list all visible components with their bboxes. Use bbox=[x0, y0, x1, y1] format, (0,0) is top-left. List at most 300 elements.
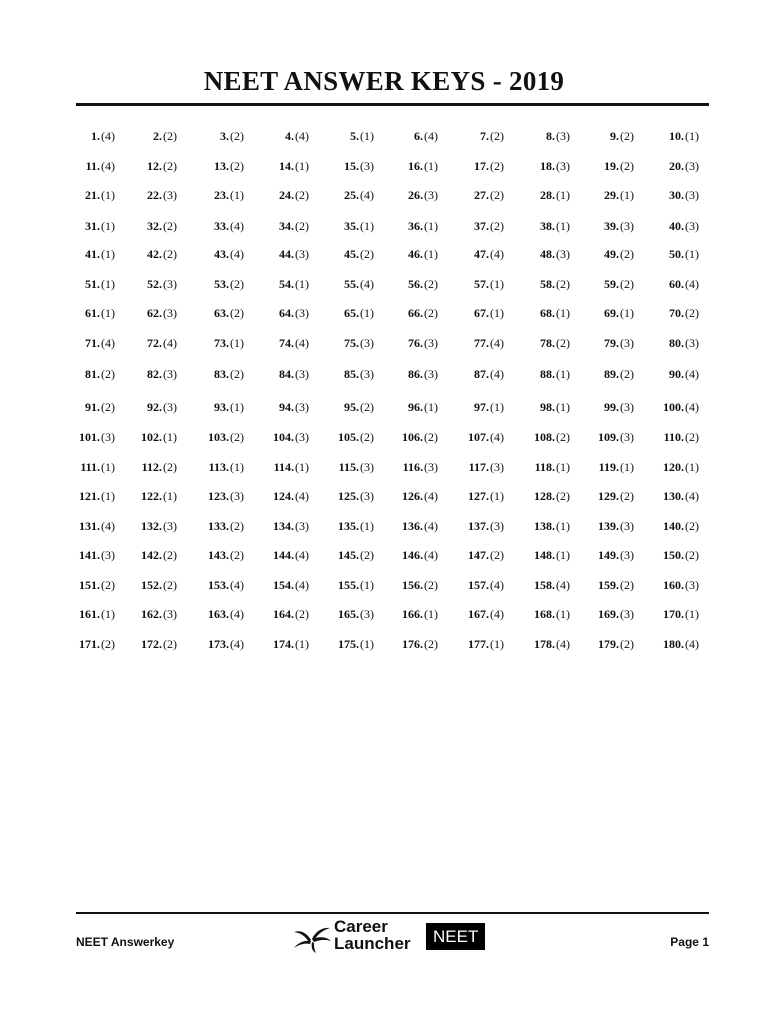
answer-cell bbox=[147, 216, 177, 236]
question-number: 107. bbox=[468, 430, 489, 444]
answer-cell bbox=[546, 126, 570, 146]
answer-option: (2) bbox=[556, 489, 570, 503]
answer-option: (2) bbox=[424, 637, 438, 651]
answer-cell bbox=[540, 244, 570, 264]
question-number: 56. bbox=[408, 277, 423, 291]
question-number: 140. bbox=[663, 519, 684, 533]
answer-option: (2) bbox=[295, 188, 309, 202]
answer-option: (4) bbox=[685, 637, 699, 651]
question-number: 62. bbox=[147, 306, 162, 320]
question-number: 165. bbox=[338, 607, 359, 621]
answer-option: (3) bbox=[556, 159, 570, 173]
question-number: 17. bbox=[474, 159, 489, 173]
answer-cell bbox=[350, 126, 374, 146]
answer-option: (2) bbox=[101, 367, 115, 381]
answer-option: (3) bbox=[685, 219, 699, 233]
question-number: 25. bbox=[344, 188, 359, 202]
answer-option: (1) bbox=[230, 188, 244, 202]
answer-option: (4) bbox=[360, 277, 374, 291]
answer-option: (1) bbox=[490, 489, 504, 503]
answer-option: (1) bbox=[556, 306, 570, 320]
answer-option: (2) bbox=[490, 188, 504, 202]
question-number: 66. bbox=[408, 306, 423, 320]
question-number: 162. bbox=[141, 607, 162, 621]
answer-cell bbox=[408, 364, 438, 384]
question-number: 90. bbox=[669, 367, 684, 381]
answer-option: (2) bbox=[685, 306, 699, 320]
question-number: 46. bbox=[408, 247, 423, 261]
answer-cell bbox=[604, 364, 634, 384]
answer-cell bbox=[273, 486, 309, 506]
question-number: 74. bbox=[279, 336, 294, 350]
question-number: 47. bbox=[474, 247, 489, 261]
answer-option: (2) bbox=[424, 430, 438, 444]
answer-option: (3) bbox=[685, 159, 699, 173]
answer-option: (2) bbox=[490, 129, 504, 143]
question-number: 65. bbox=[344, 306, 359, 320]
answer-cell bbox=[344, 397, 374, 417]
answer-option: (1) bbox=[163, 489, 177, 503]
answer-cell bbox=[663, 516, 699, 536]
question-number: 129. bbox=[598, 489, 619, 503]
answer-cell bbox=[208, 545, 244, 565]
question-number: 85. bbox=[344, 367, 359, 381]
answer-option: (4) bbox=[230, 637, 244, 651]
answer-option: (3) bbox=[424, 336, 438, 350]
question-number: 121. bbox=[79, 489, 100, 503]
question-number: 166. bbox=[402, 607, 423, 621]
answer-cell bbox=[285, 126, 309, 146]
question-number: 70. bbox=[669, 306, 684, 320]
answer-option: (2) bbox=[490, 219, 504, 233]
answer-option: (1) bbox=[360, 578, 374, 592]
answer-cell bbox=[663, 604, 699, 624]
answer-option: (3) bbox=[620, 400, 634, 414]
question-number: 117. bbox=[468, 460, 489, 474]
answer-cell bbox=[339, 457, 374, 477]
question-number: 158. bbox=[534, 578, 555, 592]
question-number: 174. bbox=[273, 637, 294, 651]
answer-cell bbox=[604, 185, 634, 205]
answer-option: (4) bbox=[490, 578, 504, 592]
answer-cell bbox=[474, 185, 504, 205]
answer-cell bbox=[598, 486, 634, 506]
answer-option: (1) bbox=[556, 188, 570, 202]
answer-option: (3) bbox=[163, 306, 177, 320]
answer-row bbox=[76, 185, 709, 205]
answer-option: (4) bbox=[685, 367, 699, 381]
answer-cell bbox=[85, 303, 115, 323]
question-number: 57. bbox=[474, 277, 489, 291]
question-number: 21. bbox=[85, 188, 100, 202]
answer-option: (4) bbox=[424, 489, 438, 503]
answer-cell bbox=[598, 427, 634, 447]
answer-cell bbox=[79, 486, 115, 506]
question-number: 161. bbox=[79, 607, 100, 621]
answer-cell bbox=[147, 274, 177, 294]
question-number: 128. bbox=[534, 489, 555, 503]
question-number: 115. bbox=[338, 460, 359, 474]
answer-option: (1) bbox=[556, 519, 570, 533]
question-number: 72. bbox=[147, 336, 162, 350]
answer-cell bbox=[79, 634, 115, 654]
answer-row bbox=[76, 604, 709, 624]
question-number: 7. bbox=[480, 129, 489, 143]
answer-cell bbox=[474, 244, 504, 264]
page-number: Page 1 bbox=[670, 935, 709, 949]
answer-option: (2) bbox=[620, 129, 634, 143]
answer-option: (3) bbox=[360, 489, 374, 503]
answer-cell bbox=[273, 575, 309, 595]
answer-option: (3) bbox=[556, 247, 570, 261]
neet-badge: NEET bbox=[426, 923, 485, 950]
question-number: 11. bbox=[85, 159, 100, 173]
question-number: 157. bbox=[468, 578, 489, 592]
answer-cell bbox=[669, 274, 699, 294]
answer-option: (1) bbox=[101, 219, 115, 233]
question-number: 167. bbox=[468, 607, 489, 621]
answer-option: (1) bbox=[360, 306, 374, 320]
answer-option: (3) bbox=[685, 188, 699, 202]
answer-option: (3) bbox=[620, 430, 634, 444]
answer-option: (3) bbox=[163, 188, 177, 202]
answer-cell bbox=[79, 575, 115, 595]
answer-cell bbox=[610, 126, 634, 146]
answer-option: (3) bbox=[490, 460, 504, 474]
answer-option: (4) bbox=[424, 519, 438, 533]
answer-option: (3) bbox=[101, 430, 115, 444]
answer-option: (1) bbox=[490, 637, 504, 651]
answer-cell bbox=[153, 126, 177, 146]
answer-option: (4) bbox=[490, 336, 504, 350]
answer-option: (3) bbox=[620, 607, 634, 621]
answer-cell bbox=[534, 545, 570, 565]
answer-option: (4) bbox=[685, 400, 699, 414]
answer-option: (4) bbox=[295, 489, 309, 503]
answer-cell bbox=[344, 364, 374, 384]
answer-option: (2) bbox=[163, 219, 177, 233]
question-number: 14. bbox=[279, 159, 294, 173]
question-number: 51. bbox=[85, 277, 100, 291]
answer-cell bbox=[540, 185, 570, 205]
question-number: 175. bbox=[338, 637, 359, 651]
question-number: 122. bbox=[141, 489, 162, 503]
answer-cell bbox=[208, 604, 244, 624]
answer-cell bbox=[468, 634, 504, 654]
answer-cell bbox=[338, 604, 374, 624]
answer-row bbox=[76, 333, 709, 353]
question-number: 31. bbox=[85, 219, 100, 233]
answer-cell bbox=[79, 604, 115, 624]
question-number: 156. bbox=[402, 578, 423, 592]
answer-cell bbox=[598, 634, 634, 654]
question-number: 9. bbox=[610, 129, 619, 143]
answer-option: (1) bbox=[490, 306, 504, 320]
question-number: 18. bbox=[540, 159, 555, 173]
answer-cell bbox=[141, 604, 177, 624]
answer-cell bbox=[85, 185, 115, 205]
career-launcher-swirl-icon bbox=[292, 924, 332, 954]
question-number: 99. bbox=[604, 400, 619, 414]
answer-cell bbox=[468, 575, 504, 595]
question-number: 105. bbox=[338, 430, 359, 444]
answer-cell bbox=[279, 216, 309, 236]
question-number: 3. bbox=[220, 129, 229, 143]
answer-option: (2) bbox=[101, 400, 115, 414]
answer-cell bbox=[468, 486, 504, 506]
answer-option: (4) bbox=[295, 129, 309, 143]
answer-cell bbox=[141, 575, 177, 595]
question-number: 177. bbox=[468, 637, 489, 651]
answer-row bbox=[76, 303, 709, 323]
question-number: 55. bbox=[344, 277, 359, 291]
answer-cell bbox=[214, 397, 244, 417]
career-launcher-logo bbox=[292, 918, 492, 958]
top-divider bbox=[76, 103, 709, 106]
answer-cell bbox=[408, 185, 438, 205]
answer-cell bbox=[344, 216, 374, 236]
answer-cell bbox=[469, 457, 504, 477]
question-number: 91. bbox=[85, 400, 100, 414]
answer-cell bbox=[208, 486, 244, 506]
answer-cell bbox=[664, 427, 699, 447]
answer-cell bbox=[279, 364, 309, 384]
question-number: 82. bbox=[147, 367, 162, 381]
question-number: 60. bbox=[669, 277, 684, 291]
answer-option: (1) bbox=[295, 159, 309, 173]
question-number: 12. bbox=[147, 159, 162, 173]
question-number: 101. bbox=[79, 430, 100, 444]
answer-option: (4) bbox=[685, 277, 699, 291]
question-number: 155. bbox=[338, 578, 359, 592]
answer-cell bbox=[402, 604, 438, 624]
answer-cell bbox=[534, 634, 570, 654]
question-number: 148. bbox=[534, 548, 555, 562]
answer-option: (2) bbox=[490, 159, 504, 173]
question-number: 71. bbox=[85, 336, 100, 350]
question-number: 116. bbox=[402, 460, 423, 474]
question-number: 69. bbox=[604, 306, 619, 320]
answer-option: (1) bbox=[424, 159, 438, 173]
answer-cell bbox=[408, 274, 438, 294]
footer-label: NEET Answerkey bbox=[76, 935, 175, 949]
question-number: 89. bbox=[604, 367, 619, 381]
answer-option: (4) bbox=[490, 430, 504, 444]
answer-cell bbox=[599, 457, 634, 477]
answer-cell bbox=[663, 397, 699, 417]
question-number: 84. bbox=[279, 367, 294, 381]
question-number: 146. bbox=[402, 548, 423, 562]
answer-option: (3) bbox=[295, 367, 309, 381]
answer-cell bbox=[663, 457, 699, 477]
question-number: 118. bbox=[534, 460, 555, 474]
question-number: 6. bbox=[414, 129, 423, 143]
answer-option: (2) bbox=[230, 277, 244, 291]
answer-cell bbox=[85, 333, 115, 353]
answer-cell bbox=[604, 244, 634, 264]
question-number: 134. bbox=[273, 519, 294, 533]
answer-cell bbox=[279, 185, 309, 205]
answer-cell bbox=[408, 156, 438, 176]
answer-option: (3) bbox=[360, 367, 374, 381]
answer-cell bbox=[534, 575, 570, 595]
question-number: 152. bbox=[141, 578, 162, 592]
answer-cell bbox=[403, 457, 438, 477]
answer-cell bbox=[344, 156, 374, 176]
answer-option: (4) bbox=[101, 129, 115, 143]
answer-option: (2) bbox=[360, 247, 374, 261]
answer-option: (1) bbox=[101, 460, 115, 474]
question-number: 178. bbox=[534, 637, 555, 651]
answer-option: (2) bbox=[163, 247, 177, 261]
answer-option: (1) bbox=[360, 129, 374, 143]
answer-cell bbox=[141, 634, 177, 654]
answer-option: (2) bbox=[685, 430, 699, 444]
answer-option: (2) bbox=[230, 306, 244, 320]
answer-cell bbox=[669, 244, 699, 264]
question-number: 144. bbox=[273, 548, 294, 562]
answer-row bbox=[76, 427, 709, 447]
answer-option: (4) bbox=[556, 578, 570, 592]
answer-option: (1) bbox=[230, 336, 244, 350]
answer-cell bbox=[141, 427, 177, 447]
answer-option: (2) bbox=[163, 159, 177, 173]
answer-option: (4) bbox=[295, 336, 309, 350]
answer-option: (1) bbox=[101, 247, 115, 261]
answer-cell bbox=[338, 545, 374, 565]
answer-option: (1) bbox=[295, 460, 309, 474]
answer-option: (1) bbox=[101, 489, 115, 503]
answer-row bbox=[76, 457, 709, 477]
question-number: 27. bbox=[474, 188, 489, 202]
question-number: 171. bbox=[79, 637, 100, 651]
answer-option: (1) bbox=[556, 460, 570, 474]
answer-cell bbox=[141, 486, 177, 506]
answer-cell bbox=[147, 333, 177, 353]
answer-cell bbox=[540, 397, 570, 417]
question-number: 49. bbox=[604, 247, 619, 261]
question-number: 23. bbox=[214, 188, 229, 202]
answer-option: (2) bbox=[424, 277, 438, 291]
answer-option: (1) bbox=[556, 548, 570, 562]
answer-option: (4) bbox=[490, 247, 504, 261]
answer-cell bbox=[338, 516, 374, 536]
answer-option: (1) bbox=[490, 400, 504, 414]
answer-cell bbox=[344, 333, 374, 353]
answer-cell bbox=[214, 244, 244, 264]
answer-option: (4) bbox=[490, 607, 504, 621]
answer-option: (1) bbox=[424, 607, 438, 621]
answer-option: (2) bbox=[360, 430, 374, 444]
answer-cell bbox=[91, 126, 115, 146]
answer-cell bbox=[208, 427, 244, 447]
question-number: 111. bbox=[80, 460, 100, 474]
answer-row bbox=[76, 244, 709, 264]
answer-option: (4) bbox=[101, 519, 115, 533]
answer-cell bbox=[214, 333, 244, 353]
question-number: 113. bbox=[208, 460, 229, 474]
question-number: 127. bbox=[468, 489, 489, 503]
answer-option: (2) bbox=[163, 578, 177, 592]
answer-option: (2) bbox=[556, 430, 570, 444]
question-number: 94. bbox=[279, 400, 294, 414]
answer-option: (1) bbox=[685, 460, 699, 474]
question-number: 93. bbox=[214, 400, 229, 414]
question-number: 96. bbox=[408, 400, 423, 414]
answer-cell bbox=[402, 634, 438, 654]
answer-cell bbox=[604, 397, 634, 417]
question-number: 16. bbox=[408, 159, 423, 173]
answer-cell bbox=[142, 457, 177, 477]
answer-cell bbox=[344, 274, 374, 294]
question-number: 160. bbox=[663, 578, 684, 592]
question-number: 40. bbox=[669, 219, 684, 233]
question-number: 28. bbox=[540, 188, 555, 202]
question-number: 139. bbox=[598, 519, 619, 533]
question-number: 164. bbox=[273, 607, 294, 621]
answer-cell bbox=[273, 427, 309, 447]
answer-option: (2) bbox=[230, 367, 244, 381]
answer-option: (1) bbox=[360, 219, 374, 233]
answer-cell bbox=[220, 126, 244, 146]
question-number: 119. bbox=[598, 460, 619, 474]
question-number: 8. bbox=[546, 129, 555, 143]
question-number: 179. bbox=[598, 637, 619, 651]
question-number: 73. bbox=[214, 336, 229, 350]
question-number: 130. bbox=[663, 489, 684, 503]
answer-cell bbox=[669, 126, 699, 146]
answer-option: (4) bbox=[230, 607, 244, 621]
question-number: 153. bbox=[208, 578, 229, 592]
question-number: 147. bbox=[468, 548, 489, 562]
answer-cell bbox=[669, 156, 699, 176]
answer-option: (2) bbox=[620, 578, 634, 592]
answer-cell bbox=[208, 575, 244, 595]
question-number: 35. bbox=[344, 219, 359, 233]
answer-cell bbox=[402, 516, 438, 536]
question-number: 48. bbox=[540, 247, 555, 261]
answer-option: (4) bbox=[230, 578, 244, 592]
answer-cell bbox=[402, 575, 438, 595]
answer-option: (2) bbox=[163, 129, 177, 143]
question-number: 110. bbox=[663, 430, 684, 444]
answer-option: (3) bbox=[163, 277, 177, 291]
answer-cell bbox=[474, 303, 504, 323]
answer-cell bbox=[598, 516, 634, 536]
answer-option: (2) bbox=[556, 336, 570, 350]
question-number: 79. bbox=[604, 336, 619, 350]
answer-cell bbox=[402, 427, 438, 447]
answer-cell bbox=[273, 545, 309, 565]
question-number: 30. bbox=[669, 188, 684, 202]
answer-option: (3) bbox=[556, 129, 570, 143]
page-title: NEET ANSWER KEYS - 2019 bbox=[203, 66, 565, 96]
answer-cell bbox=[408, 216, 438, 236]
answer-cell bbox=[468, 516, 504, 536]
answer-cell bbox=[669, 303, 699, 323]
question-number: 32. bbox=[147, 219, 162, 233]
answer-cell bbox=[273, 604, 309, 624]
answer-option: (3) bbox=[295, 306, 309, 320]
answer-cell bbox=[273, 634, 309, 654]
question-number: 150. bbox=[663, 548, 684, 562]
answer-cell bbox=[214, 156, 244, 176]
answer-cell bbox=[214, 185, 244, 205]
answer-option: (2) bbox=[490, 548, 504, 562]
answer-cell bbox=[474, 274, 504, 294]
answer-option: (1) bbox=[424, 219, 438, 233]
answer-cell bbox=[141, 545, 177, 565]
